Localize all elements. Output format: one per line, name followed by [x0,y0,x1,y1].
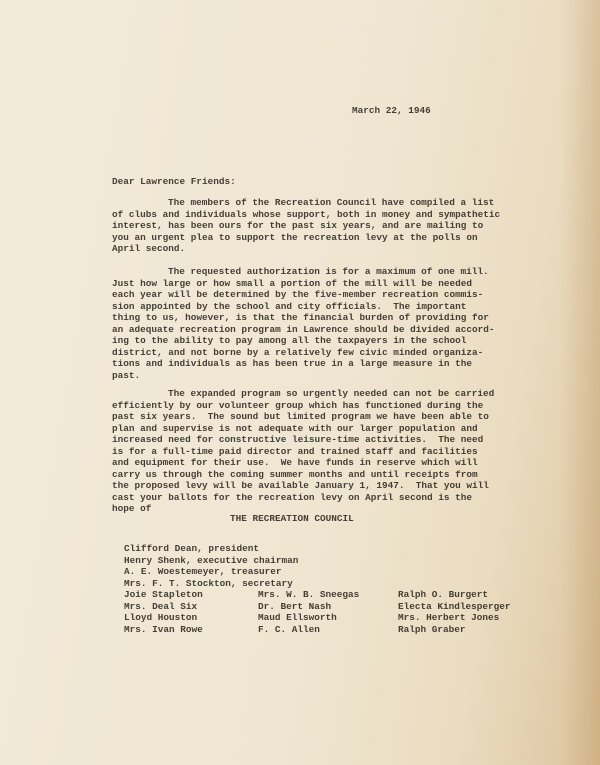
paragraph-line: you an urgent plea to support the recreation levy at the polls on [112,231,478,243]
paragraph-3 [112,388,494,515]
officer-name: Mrs. F. T. Stockton, secretary [124,577,293,589]
paragraph-line: ing to the ability to pay among all the taxpayers in the school [112,335,467,346]
paragraph-line: each year will be determined by the five-member recreation commis- [112,289,484,300]
officer-name: A. E. Woestemeyer, treasurer [124,566,282,577]
paragraph-line: April second. [112,243,186,254]
paragraph-line: thing to us, however, is that the financial burden of providing for [112,312,489,323]
paragraph-line: past. [112,369,141,381]
member-name: Mrs. Deal Six [124,600,198,612]
member-name: Ralph Graber [398,623,466,635]
salutation: Dear Lawrence Friends: [112,176,236,187]
paragraph-line: of clubs and individuals whose support, both in money and sympathetic [112,208,501,220]
members-column-2 [258,589,359,635]
paper-edge-shadow [560,0,600,765]
paragraph-1 [112,197,500,255]
paragraph-line: efficiently by our volunteer group which has functioned during the [112,399,484,411]
member-name: Ralph O. Burgert [398,589,489,600]
members-column-1 [124,589,203,635]
paragraph-line: carry us through the coming summer months and until receipts from [112,468,478,480]
paragraph-line: increased need for constructive leisure-time activities. The need [112,434,484,445]
paragraph-2 [112,266,495,381]
member-name: Mrs. W. B. Sneegas [258,589,360,600]
member-name: Mrs. Ivan Rowe [124,623,203,635]
member-name: Joie Stapleton [124,589,203,600]
officer-name: Henry Shenk, executive chairman [124,554,299,566]
members-list [0,589,600,639]
paragraph-line: past six years. The sound but limited program we have been able to [112,411,489,422]
paragraph-line: is for a full-time paid director and trained staff and facilities [112,445,478,457]
officers-list [124,543,298,589]
officer-name: Clifford Dean, president [124,543,260,554]
members-column-3 [398,589,511,635]
member-name: Electa Kindlesperger [398,600,511,612]
paragraph-line: The members of the Recreation Council have compiled a list [168,197,495,208]
member-name: Lloyd Houston [124,612,198,623]
paragraph-line: and equipment for their use. We have funds in reserve which will [112,457,478,468]
member-name: Dr. Bert Nash [258,600,332,612]
signature-council: THE RECREATION COUNCIL [230,513,354,524]
paragraph-line: The expanded program so urgently needed can not be carried [168,388,495,399]
paragraph-line: The requested authorization is for a maximum of one mill. [168,266,489,277]
member-name: Maud Ellsworth [258,612,337,623]
letter-date: March 22, 1946 [352,105,431,116]
member-name: F. C. Allen [258,623,320,635]
paragraph-line: the proposed levy will be available January 1, 1947. That you will [112,480,489,491]
paragraph-line: Just how large or how small a portion of the mill will be needed [112,277,473,289]
paragraph-line: sion appointed by the school and city officials. The important [112,300,467,312]
paragraph-line: tions and individuals as has been true in a large measure in the [112,358,473,369]
paragraph-line: cast your ballots for the recreation levy on April second is the [112,491,473,503]
paragraph-line: interest, has been ours for the past six years, and are mailing to [112,220,484,231]
paragraph-line: hope of [112,503,152,514]
paragraph-line: an adequate recreation program in Lawrence should be divided accord- [112,323,495,335]
paragraph-line: plan and supervise is not adequate with our larger population and [112,422,478,434]
paragraph-line: district, and not borne by a relatively few civic minded organiza- [112,346,484,358]
member-name: Mrs. Herbert Jones [398,612,500,623]
